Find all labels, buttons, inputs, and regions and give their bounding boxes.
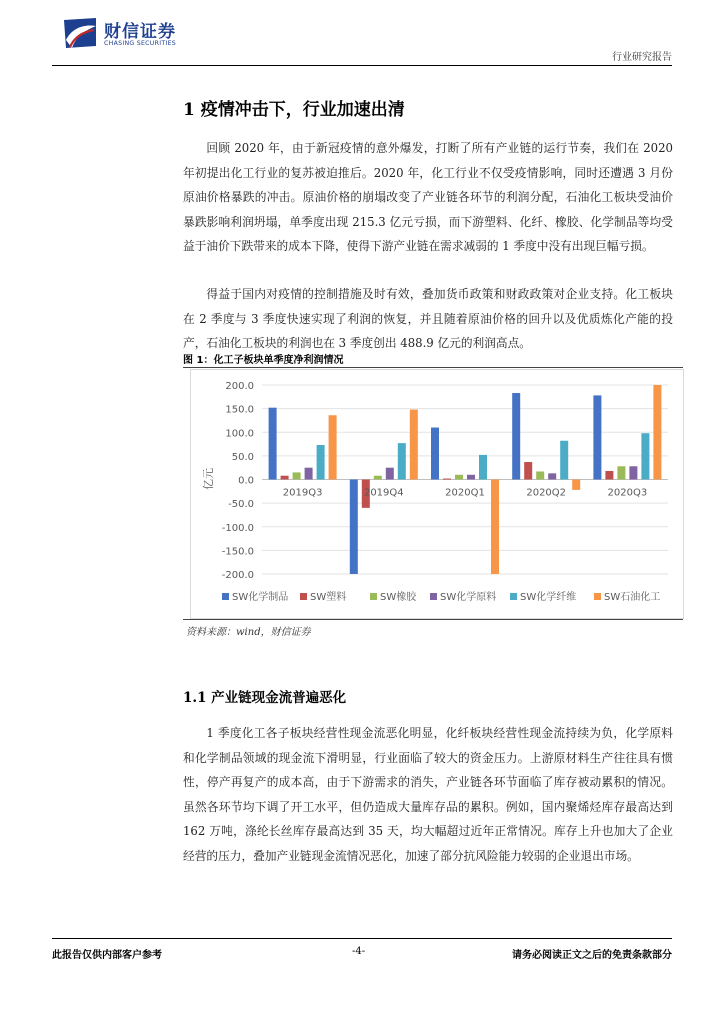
x-tick-label: 2019Q3 — [282, 487, 323, 499]
y-tick-label: 100.0 — [225, 428, 254, 440]
bar — [317, 445, 325, 479]
bar — [491, 480, 499, 575]
bar — [269, 408, 277, 480]
figure-top-rule — [183, 367, 683, 368]
profit-bar-chart — [190, 369, 684, 619]
legend-label: SW橡胶 — [380, 592, 417, 603]
y-tick-label: -200.0 — [221, 570, 254, 581]
body-paragraph-3: 1 季度化工各子板块经营性现金流恶化明显，化纤板块经营性现金流持续为负，化学原料和化学制品领域的现金流下滑明显，行业面临了较大的资金压力。上游原材料生产往往具有惯性，停产再复产的成本高，由于下游需求的消失，产业链各环节面临了库存被动累积的情况。虽然各环节均下调了开工水平，但仍造成大量库存品的累积。例如，国内聚烯烃库存最高达到 162 万吨，涤纶长丝库存最高达到 35 天，均大幅超过近年正常情况。库存上升也加大了企业经营的压力，叠加产业链现金流情况恶化，加速了部分抗风险能力较弱的企业退出市场。 — [183, 726, 673, 863]
logo-chinese-text: 财信证券 — [104, 22, 176, 42]
y-tick-label: -150.0 — [221, 546, 254, 558]
legend-item — [430, 590, 496, 603]
y-tick-label: -50.0 — [228, 499, 254, 511]
footer-disclaimer-right: 请务必阅读正文之后的免责条款部分 — [512, 950, 672, 961]
bar — [443, 479, 451, 480]
figure-source: 资料来源：wind，财信证券 — [186, 627, 311, 638]
bar — [512, 393, 520, 479]
y-axis-label: 亿元 — [202, 468, 215, 490]
legend-swatch — [594, 593, 601, 600]
legend-label: SW化学原料 — [440, 592, 497, 603]
bar — [455, 475, 463, 480]
bar — [593, 395, 601, 479]
bar — [524, 462, 532, 479]
legend-item — [594, 590, 660, 603]
bar — [536, 471, 544, 479]
figure-bottom-rule — [183, 619, 683, 620]
bar — [617, 466, 625, 479]
bar — [398, 443, 406, 479]
bar — [467, 475, 475, 480]
logo-mark-icon — [62, 16, 98, 50]
subsection-title: 1.1 产业链现金流普遍恶化 — [183, 690, 347, 706]
report-type-label: 行业研究报告 — [612, 52, 672, 63]
body-paragraph-1: 回顾 2020 年，由于新冠疫情的意外爆发，打断了所有产业链的运行节奏，我们在 2020 年初提出化工行业的复苏被迫推后。2020 年，化工行业不仅受疫情影响，同时还遭遇 3 月份原油价格暴跌的冲击。原油价格的崩塌改变了产业链各环节的利润分配，石油化工板块受油价暴跌影响利润坍塌，单季度出现 215.3 亿元亏损，而下游塑料、化纤、橡胶、化学制品等均受益于油价下跌带来的成本下降，使得下游产业链在需求减弱的 1 季度中没有出现巨幅亏损。 — [183, 141, 673, 253]
x-tick-label: 2020Q1 — [445, 487, 485, 499]
bar — [479, 455, 487, 480]
bar — [560, 441, 568, 480]
bar — [572, 480, 580, 490]
legend-item — [222, 590, 288, 603]
legend-swatch — [222, 593, 229, 600]
figure-title: 图 1：化工子板块单季度净利润情况 — [183, 355, 344, 366]
y-tick-label: 50.0 — [231, 451, 254, 463]
bar — [653, 385, 661, 480]
bar — [281, 476, 289, 480]
y-tick-label: 150.0 — [225, 404, 254, 416]
section-title: 1 疫情冲击下，行业加速出清 — [183, 100, 405, 120]
legend-label: SW化学制品 — [232, 592, 289, 603]
bar — [374, 476, 382, 480]
y-tick-label: 200.0 — [225, 381, 254, 392]
legend-swatch — [430, 593, 437, 600]
x-tick-label: 2020Q2 — [526, 487, 567, 499]
legend-item — [510, 590, 576, 603]
bar — [410, 410, 418, 480]
body-paragraph-2: 得益于国内对疫情的控制措施及时有效，叠加货币政策和财政政策对企业支持。化工板块在 2 季度与 3 季度快速实现了利润的恢复，并且随着原油价格的回升以及优质炼化产能的投产，石油化工板块的利润也在 3 季度创出 488.9 亿元的利润高点。 — [183, 287, 673, 350]
y-tick-label: 0.0 — [238, 475, 254, 487]
footer-disclaimer-left: 此报告仅供内部客户参考 — [52, 950, 162, 961]
bar — [386, 468, 394, 480]
header-divider — [52, 65, 672, 66]
bar — [431, 428, 439, 480]
bar — [329, 415, 337, 479]
bar — [641, 433, 649, 479]
bar — [350, 480, 358, 575]
bar — [629, 466, 637, 479]
bar — [305, 468, 313, 480]
footer-divider — [52, 938, 672, 939]
legend-label: SW石油化工 — [604, 592, 661, 603]
company-logo — [62, 16, 192, 50]
x-tick-label: 2020Q3 — [607, 487, 648, 499]
bar — [293, 472, 301, 479]
page-number: -4- — [352, 946, 366, 957]
legend-swatch — [510, 593, 517, 600]
legend-label: SW化学纤维 — [520, 592, 577, 603]
bar — [548, 473, 556, 479]
logo-english-text: CHASING SECURITIES — [104, 40, 176, 47]
legend-swatch — [300, 593, 307, 600]
legend-swatch — [370, 593, 377, 600]
bar — [605, 471, 613, 480]
y-tick-label: -100.0 — [221, 522, 254, 534]
legend-label: SW塑料 — [310, 592, 347, 603]
x-tick-label: 2019Q4 — [363, 487, 404, 499]
